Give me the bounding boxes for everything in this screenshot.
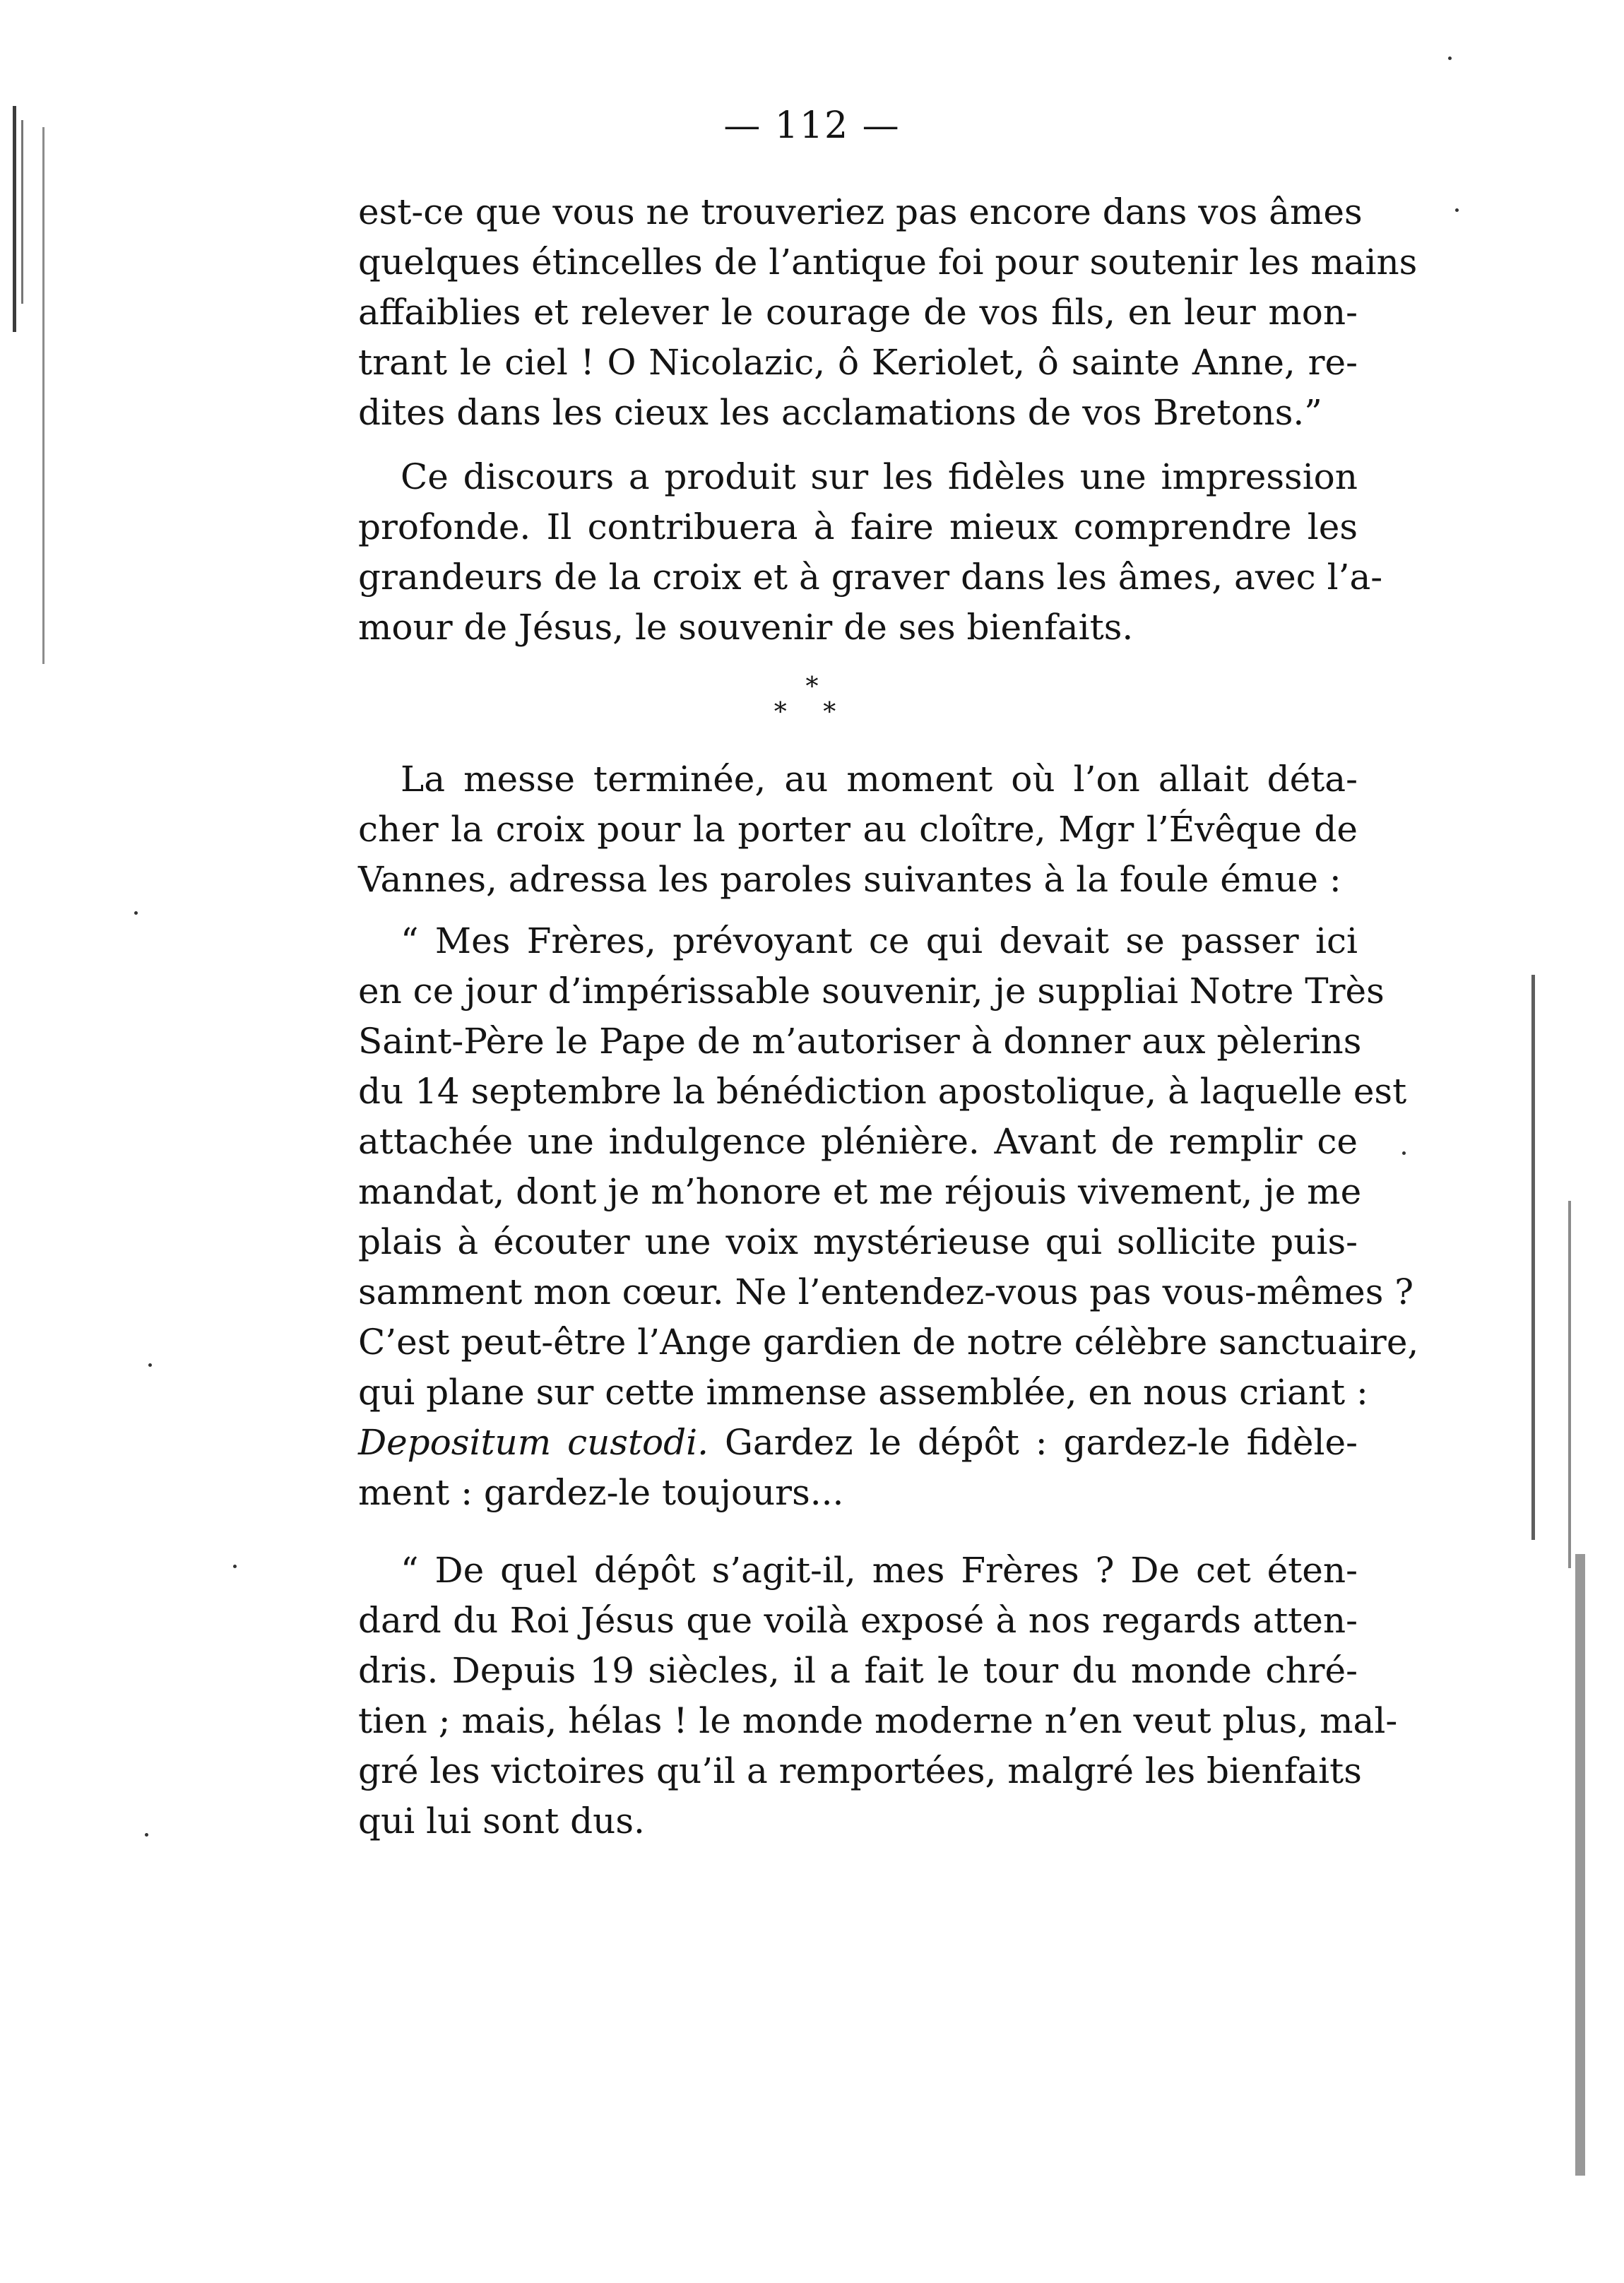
paragraph-4 [358, 916, 1419, 1518]
scan-speck [1402, 1151, 1406, 1155]
text-line: dites dans les cieux les acclamations de vos Bretons.” [358, 392, 1322, 433]
paragraph-1 [358, 187, 1418, 438]
text-line: affaiblies et relever le courage de vos fils, en leur mon- [358, 292, 1358, 333]
text-line: en ce jour d’impérissable souvenir, je suppliai Notre Très [358, 971, 1385, 1012]
text-line: trant le ciel ! O Nicolazic, ô Keriolet, ô sainte Anne, re- [358, 342, 1358, 383]
text-line: qui lui sont dus. [358, 1801, 645, 1842]
separator-stars: * * [774, 698, 850, 727]
scan-speck [1455, 208, 1459, 212]
text-line: dard du Roi Jésus que voilà exposé à nos regards atten- [358, 1600, 1358, 1641]
paragraph-2 [358, 452, 1383, 653]
text-line: dris. Depuis 19 siècles, il a fait le tour du monde chré- [358, 1650, 1358, 1691]
scan-speck [233, 1565, 237, 1568]
text-line: profonde. Il contribuera à faire mieux comprendre les [358, 506, 1358, 547]
scan-edge-left [42, 127, 45, 664]
text-line: Ce discours a produit sur les fidèles une impression [401, 456, 1358, 497]
scan-speck [145, 1833, 148, 1837]
text-line: attachée une indulgence plénière. Avant de remplir ce [358, 1121, 1358, 1162]
text-line: La messe terminée, au moment où l’on allait déta- [401, 759, 1358, 800]
text-line: C’est peut-être l’Ange gardien de notre célèbre sanctuaire, [358, 1322, 1419, 1363]
text-line: Saint-Père le Pape de m’autoriser à donner aux pèlerins [358, 1021, 1362, 1062]
scan-speck [134, 911, 138, 915]
text-line: “ De quel dépôt s’agit-il, mes Frères ? De cet éten- [401, 1550, 1358, 1591]
text-line: mour de Jésus, le souvenir de ses bienfaits. [358, 607, 1134, 648]
paragraph-5 [358, 1546, 1398, 1846]
scan-speck [148, 1363, 152, 1367]
latin-phrase: Depositum custodi. [358, 1422, 709, 1463]
text-line-with-latin [358, 1418, 1358, 1468]
text-line: samment mon cœur. Ne l’entendez-vous pas vous-mêmes ? [358, 1271, 1414, 1312]
scan-edge-right [1568, 1201, 1571, 1568]
scan-speck [1448, 57, 1452, 60]
page-number: — 112 — [723, 105, 901, 147]
text-line: du 14 septembre la bénédiction apostolique, à laquelle est [358, 1071, 1407, 1112]
scan-edge-left [21, 120, 23, 304]
text-line: quelques étincelles de l’antique foi pour soutenir les mains [358, 242, 1418, 283]
text-line: Vannes, adressa les paroles suivantes à la foule émue : [358, 859, 1341, 900]
scan-edge-right [1531, 975, 1535, 1540]
text-line: mandat, dont je m’honore et me réjouis vivement, je me [358, 1171, 1362, 1212]
text-line: gré les victoires qu’il a remportées, malgré les bienfaits [358, 1750, 1362, 1791]
paragraph-3 [358, 754, 1358, 905]
text-line: est-ce que vous ne trouveriez pas encore dans vos âmes [358, 191, 1363, 232]
text-line: grandeurs de la croix et à graver dans les âmes, avec l’a- [358, 557, 1383, 598]
text-line: qui plane sur cette immense assemblée, en nous criant : [358, 1372, 1368, 1413]
section-separator [0, 672, 1624, 727]
text-fragment: Gardez le dépôt : gardez-le fidèle- [724, 1422, 1358, 1463]
separator-star: * [805, 672, 819, 701]
scan-edge-right [1575, 1554, 1585, 2176]
text-line: ment : gardez-le toujours... [358, 1472, 844, 1513]
text-line: plais à écouter une voix mystérieuse qui sollicite puis- [358, 1221, 1358, 1262]
text-line: “ Mes Frères, prévoyant ce qui devait se passer ici [401, 920, 1358, 961]
text-line: tien ; mais, hélas ! le monde moderne n’en veut plus, mal- [358, 1700, 1398, 1741]
text-line: cher la croix pour la porter au cloître, Mgr l’Évêque de [358, 809, 1358, 850]
